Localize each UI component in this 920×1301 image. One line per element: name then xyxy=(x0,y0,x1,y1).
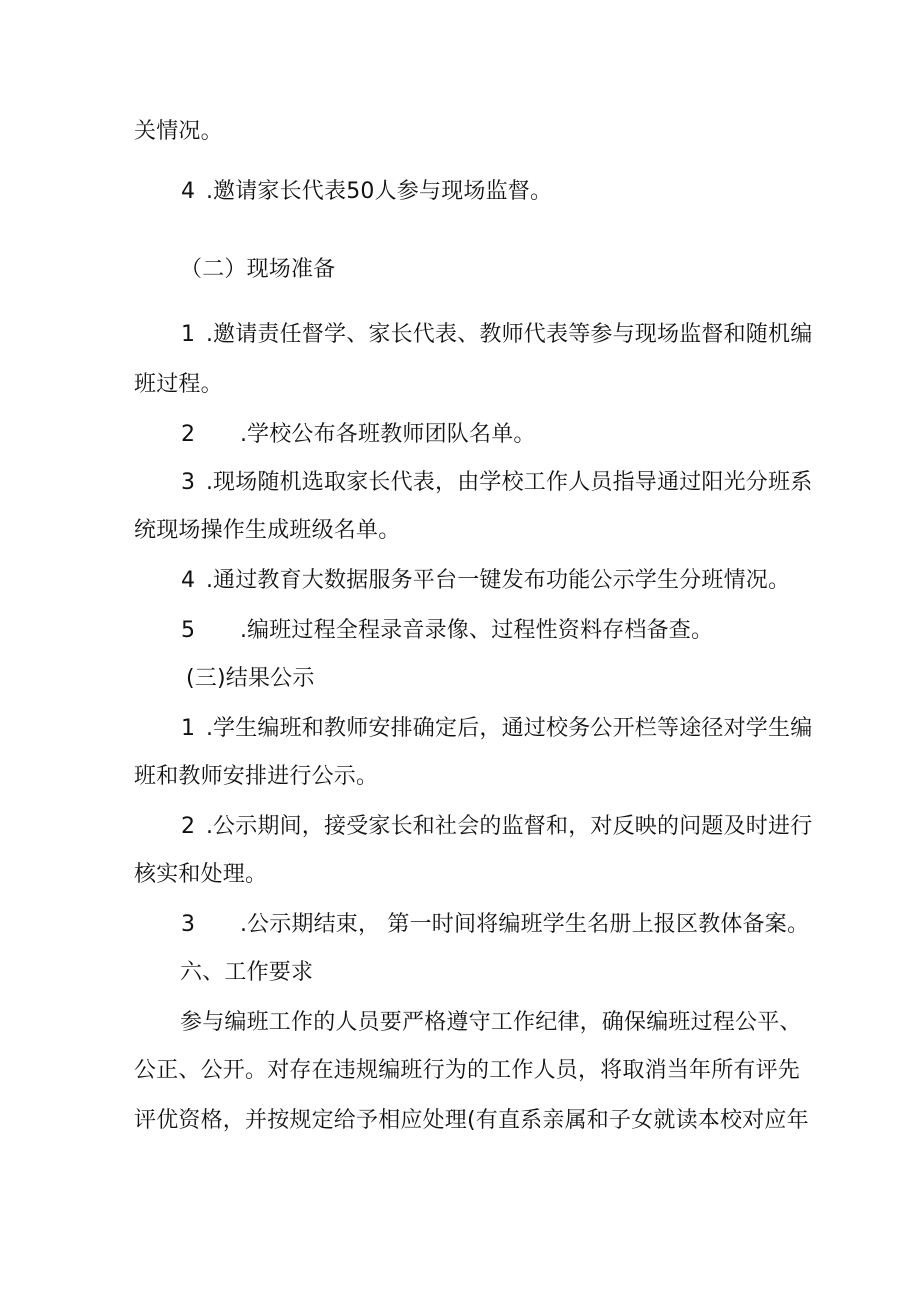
text-line: 学生编班和教师安排确定后，通过校务公开栏等途径对学生编 xyxy=(213,716,813,741)
text-line: 班和教师安排进行公示。 xyxy=(134,764,379,789)
list-dot: . xyxy=(240,912,247,937)
list-number: 2 xyxy=(181,814,195,839)
text-line: 通过教育大数据服务平台一键发布功能公示学生分班情况。 xyxy=(213,568,791,593)
text-line: 现场随机选取家长代表，由学校工作人员指导通过阳光分班系 xyxy=(213,470,813,495)
text-line: 公正、公开。对存在违规编班行为的工作人员，将取消当年所有评先 xyxy=(134,1058,801,1083)
section-heading: （二）现场准备 xyxy=(180,257,336,282)
list-dot: . xyxy=(206,568,213,593)
list-dot: . xyxy=(206,322,213,347)
text-line: 班过程。 xyxy=(134,372,223,397)
text-line: 关情况。 xyxy=(134,119,223,144)
list-dot: . xyxy=(206,716,213,741)
text-line: 公示期间，接受家长和社会的监督和，对反映的问题及时进行 xyxy=(213,814,813,839)
list-number: 4 xyxy=(181,568,195,593)
text-line: 邀请家长代表50人参与现场监督。 xyxy=(213,179,553,204)
list-number: 1 xyxy=(181,716,195,741)
list-dot: . xyxy=(240,422,247,447)
text-line: 编班过程全程录音录像、过程性资料存档备查。 xyxy=(247,618,714,643)
list-dot: . xyxy=(240,618,247,643)
text-line: 参与编班工作的人员要严格遵守工作纪律，确保编班过程公平、 xyxy=(180,1010,802,1035)
section-heading: (三)结果公示 xyxy=(186,666,315,691)
list-number: 2 xyxy=(181,422,195,447)
text-line: 邀请责任督学、家长代表、教师代表等参与现场监督和随机编 xyxy=(213,322,813,347)
section-heading: 六、工作要求 xyxy=(180,960,314,985)
list-number: 1 xyxy=(181,322,195,347)
text-line: 学校公布各班教师团队名单。 xyxy=(247,422,536,447)
list-number: 3 xyxy=(181,470,195,495)
list-dot: . xyxy=(206,179,213,204)
list-dot: . xyxy=(206,814,213,839)
list-number: 3 xyxy=(181,912,195,937)
text-line: 公示期结束， 第一时间将编班学生名册上报区教体备案。 xyxy=(247,912,810,937)
list-number: 5 xyxy=(181,618,195,643)
list-number: 4 xyxy=(181,179,195,204)
list-dot: . xyxy=(206,470,213,495)
text-line: 统现场操作生成班级名单。 xyxy=(134,518,401,543)
text-line: 核实和处理。 xyxy=(134,862,268,887)
text-line: 评优资格，并按规定给予相应处理(有直系亲属和子女就读本校对应年 xyxy=(134,1108,809,1133)
